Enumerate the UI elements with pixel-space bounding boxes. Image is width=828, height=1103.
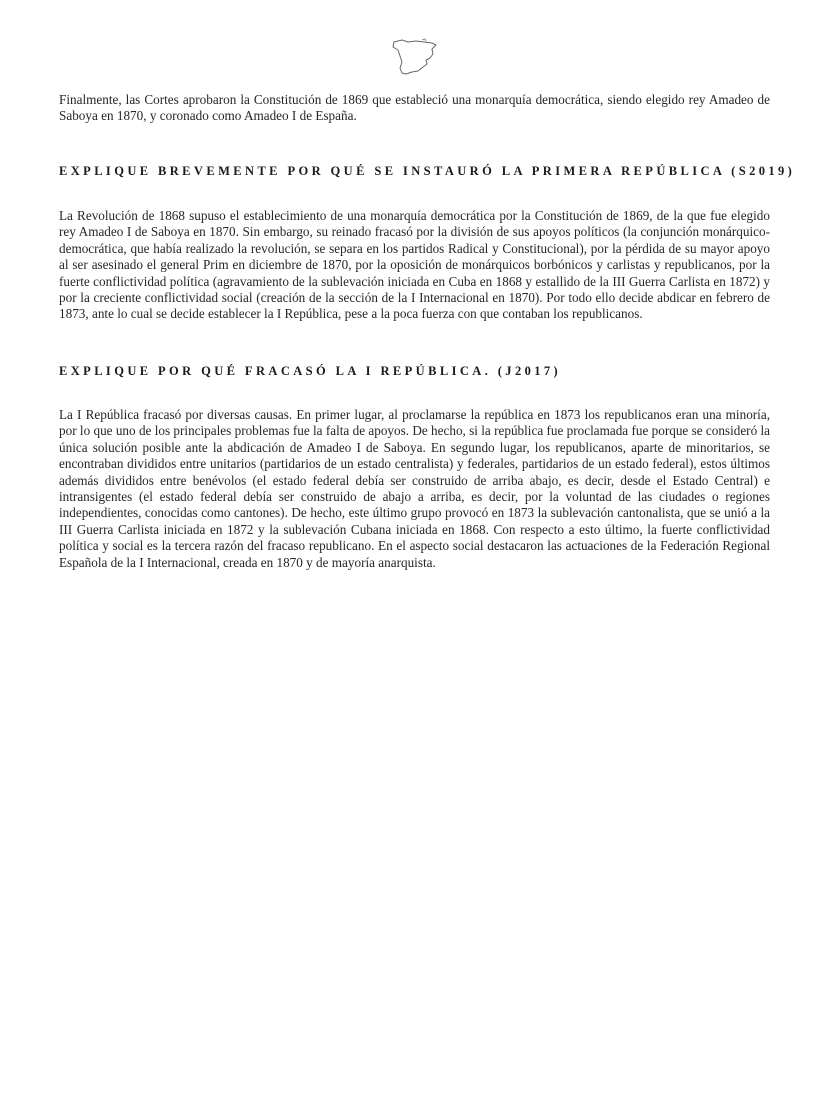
section-heading-primera-republica: EXPLIQUE BREVEMENTE POR QUÉ SE INSTAURÓ LA PRIMERA REPÚBLICA (S2019) (59, 164, 796, 178)
section-body-primera-republica: La Revolución de 1868 supuso el establecimiento de una monarquía democrática por la Constitución de 1869, de la que fue elegido rey Amadeo I de Saboya en 1870. Sin embargo, su reinado fracasó por la división de sus apoyos políticos (la conjunción monárquico-democrática, que había realizado la revolución, se separa en los partidos Radical y Constitucional), por la pérdida de su mayor apoyo al ser asesinado el general Prim en diciembre de 1870, por la oposición de monárquicos borbónicos y carlistas y republicanos, por la fuerte conflictividad política (agravamiento de la sublevación iniciada en Cuba en 1868 y estallido de la III Guerra Carlista en 1872) y por la creciente conflictividad social (creación de la sección de la I Internacional en 1870). Por todo ello decide abdicar en febrero de 1873, ante lo cual se decide establecer la I República, pese a la poca fuerza con que contaban los republicanos. (59, 208, 770, 322)
intro-paragraph: Finalmente, las Cortes aprobaron la Constitución de 1869 que estableció una monarquía democrática, siendo elegido rey Amadeo de Saboya en 1870, y coronado como Amadeo I de España. (59, 92, 770, 124)
section-body-fracaso-republica: La I República fracasó por diversas causas. En primer lugar, al proclamarse la república en 1873 los republicanos eran una minoría, por lo que uno de los principales problemas fue la falta de apoyos. De hecho, si la república fue proclamada fue porque se consideró la única solución posible ante la abdicación de Amadeo I de Saboya. En segundo lugar, los republicanos, aparte de minoritarios, se encontraban divididos entre unitarios (partidarios de un estado centralista) y federales, partidarios de un estado federal), estos últimos además divididos entre benévolos (el estado federal debía ser construido de arriba abajo, es decir, desde el Estado Central) e intransigentes (el estado federal debía ser construido de abajo a arriba, es decir, por la voluntad de las ciudades o regiones independientes, conocidas como cantones). De hecho, este último grupo provocó en 1873 la sublevación cantonalista, que se unió a la III Guerra Carlista iniciada en 1872 y la sublevación Cubana iniciada en 1868. Con respecto a esto último, la fuerte conflictividad política y social es la tercera razón del fracaso republicano. En el aspecto social destacaron las actuaciones de la Federación Regional Española de la I Internacional, creada en 1870 y de mayoría anarquista. (59, 407, 770, 570)
spain-map-outline-icon (388, 36, 440, 78)
section-heading-fracaso-republica: EXPLIQUE POR QUÉ FRACASÓ LA I REPÚBLICA. (J2017) (59, 364, 562, 378)
